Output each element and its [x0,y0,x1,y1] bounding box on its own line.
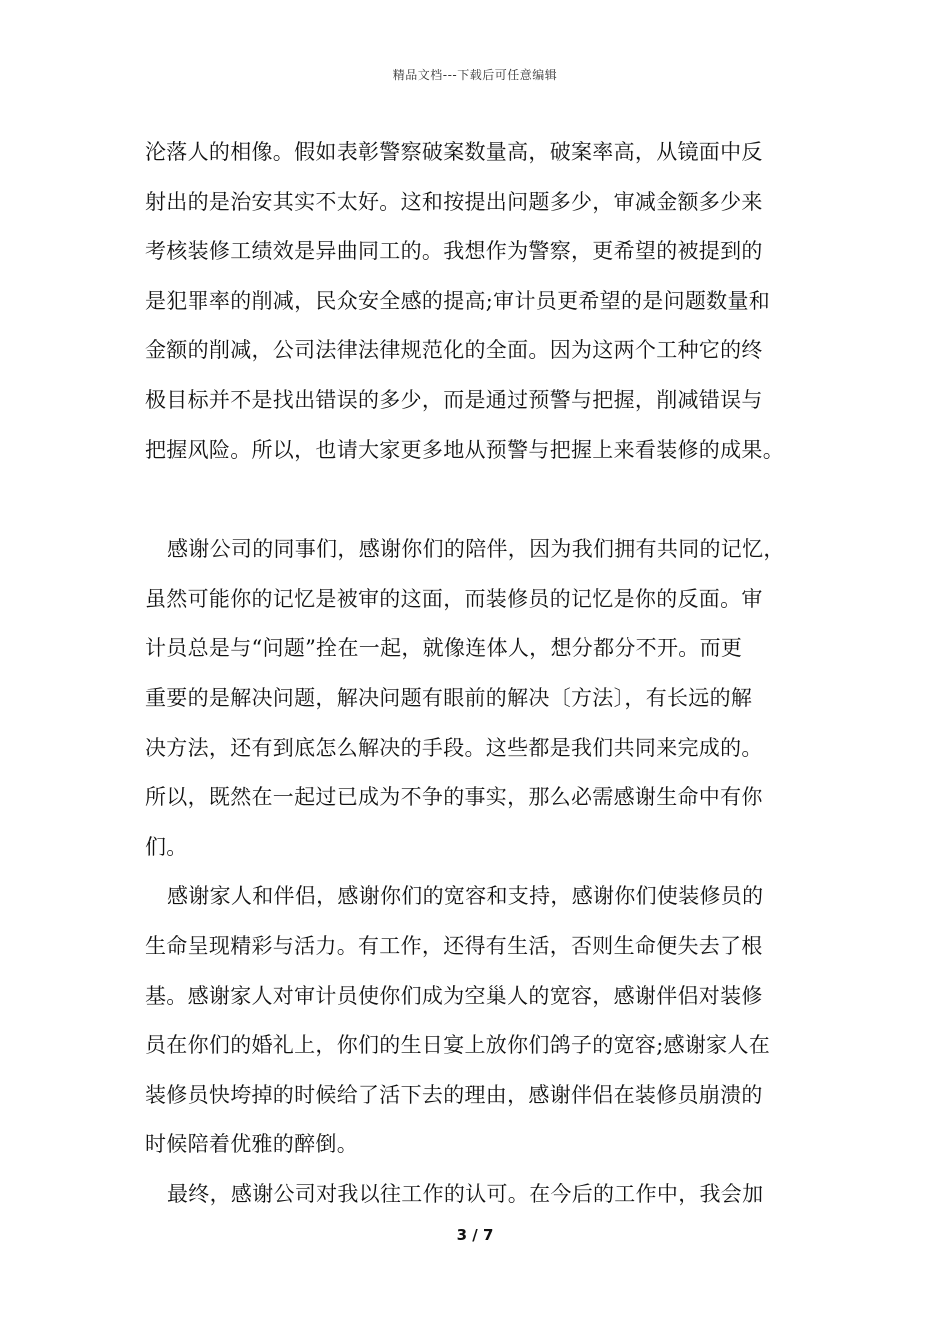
text-line: 装修员快垮掉的时候给了活下去的理由，感谢伴侣在装修员崩溃的 [145,1082,763,1107]
text-line: 所以，既然在一起过已成为不争的事实，那么必需感谢生命中有你 [145,785,763,810]
text-line: 计员总是与“问题”拴在一起，就像连体人，想分都分不开。而更 [145,636,743,661]
paragraph-1 [145,128,810,475]
paragraph-4 [145,1170,810,1220]
text-line: 射出的是治安其实不太好。这和按提出问题多少，审减金额多少来 [145,189,763,214]
text-line: 极目标并不是找出错误的多少，而是通过预警与把握，削减错误与 [145,387,763,412]
paragraph-3 [145,872,810,1170]
text-line: 虽然可能你的记忆是被审的这面，而装修员的记忆是你的反面。审 [145,586,763,611]
text-line: 决方法，还有到底怎么解决的手段。这些都是我们共同来完成的。 [145,735,763,760]
text-line: 感谢家人和伴侣，感谢你们的宽容和支持，感谢你们使装修员的 [167,884,764,909]
page-header: 精品文档---下载后可任意编辑 [392,68,558,82]
paragraph-2 [145,525,810,872]
document-body [145,128,810,1219]
text-line: 最终，感谢公司对我以往工作的认可。在今后的工作中，我会加 [167,1181,764,1206]
paragraph-spacer [145,475,810,525]
page-number: 3 / 7 [456,1226,494,1244]
text-line: 员在你们的婚礼上，你们的生日宴上放你们鸽子的宽容;感谢家人在 [145,1033,771,1058]
text-line: 重要的是解决问题，解决问题有眼前的解决〔方法〕，有长远的解 [145,685,753,710]
text-line: 时候陪着优雅的醉倒。 [145,1132,358,1157]
text-line: 沦落人的相像。假如表彰警察破案数量高，破案率高，从镜面中反 [145,140,763,164]
text-line: 把握风险。所以，也请大家更多地从预警与把握上来看装修的成果。 [145,437,784,462]
text-line: 基。感谢家人对审计员使你们成为空巢人的宽容，感谢伴侣对装修 [145,983,763,1008]
text-line: 们。 [145,834,188,859]
text-line: 是犯罪率的削减，民众安全感的提高;审计员更希望的是问题数量和 [145,288,771,313]
text-line: 生命呈现精彩与活力。有工作，还得有生活，否则生命便失去了根 [145,933,763,958]
text-line: 金额的削减，公司法律法律规范化的全面。因为这两个工种它的终 [145,338,763,363]
text-line: 感谢公司的同事们，感谢你们的陪伴，因为我们拥有共同的记忆， [167,537,785,562]
text-line: 考核装修工绩效是异曲同工的。我想作为警察，更希望的被提到的 [145,239,763,264]
